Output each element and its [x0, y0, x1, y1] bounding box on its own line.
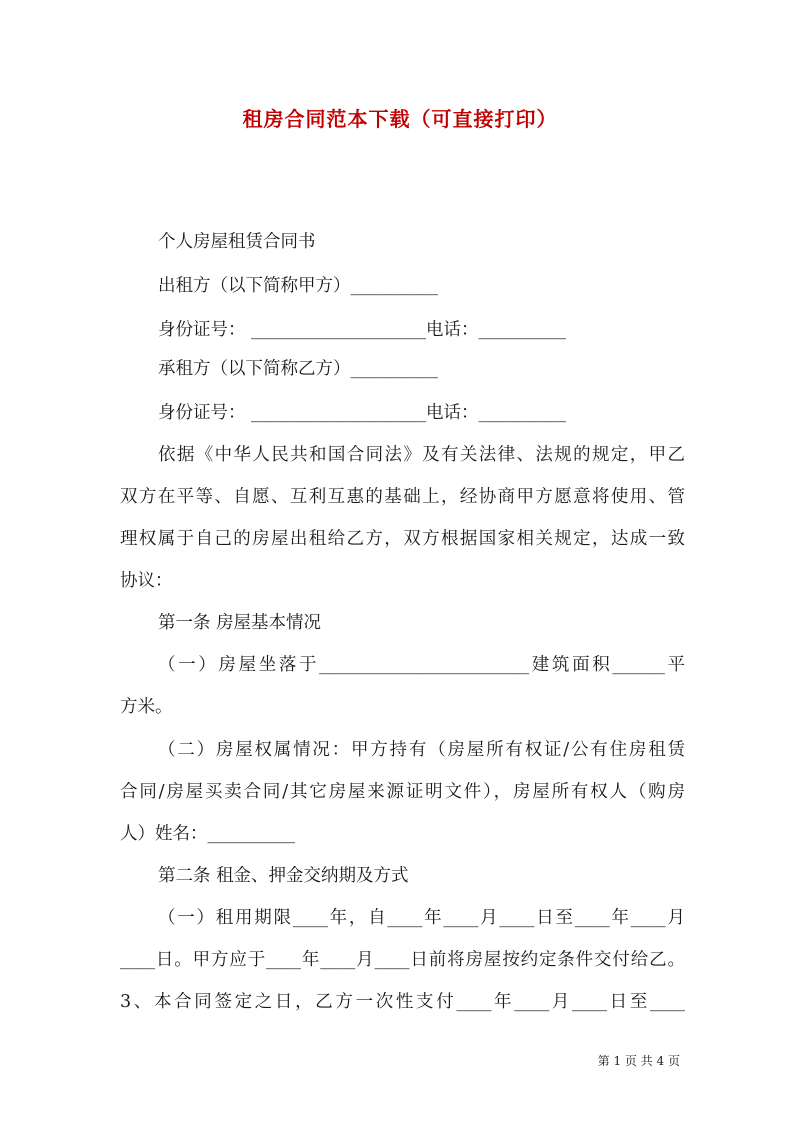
paragraph-line: （一）租用期限____年，自____年____月____日至____年____月	[158, 908, 685, 928]
lessee-id-line: 身份证号： ____________________电话：__________	[158, 403, 567, 423]
paragraph-line: （一）房屋坐落于________________________建筑面积______平	[158, 655, 685, 675]
paragraph-line: ____日。甲方应于____年____月____日前将房屋按约定条件交付给乙。	[120, 950, 685, 970]
paragraph-line: 协议：	[120, 571, 173, 591]
article-heading: 第一条 房屋基本情况	[158, 613, 322, 633]
paragraph-line: （二）房屋权属情况：甲方持有（房屋所有权证/公有住房租赁	[158, 740, 685, 760]
contract-heading: 个人房屋租赁合同书	[158, 232, 316, 252]
lessor-line: 出租方（以下简称甲方）__________	[158, 276, 438, 296]
document-title: 租房合同范本下载（可直接打印）	[242, 107, 558, 131]
paragraph-line: 3、本合同签定之日，乙方一次性支付____年____月____日至____	[120, 992, 685, 1012]
paragraph-line: 合同/房屋买卖合同/其它房屋来源证明文件），房屋所有权人（购房	[120, 782, 685, 802]
lessor-id-line: 身份证号： ____________________电话：__________	[158, 320, 567, 340]
paragraph-line: 人）姓名：__________	[120, 824, 295, 844]
paragraph-line: 双方在平等、自愿、互利互惠的基础上，经协商甲方愿意将使用、管	[120, 487, 685, 507]
paragraph-line: 方米。	[120, 697, 173, 717]
page-number-footer: 第 1 页 共 4 页	[597, 1054, 680, 1068]
lessee-line: 承租方（以下简称乙方）__________	[158, 359, 438, 379]
paragraph-line: 理权属于自己的房屋出租给乙方，双方根据国家相关规定，达成一致	[120, 529, 685, 549]
paragraph-line: 依据《中华人民共和国合同法》及有关法律、法规的规定，甲乙	[158, 445, 685, 465]
article-heading: 第二条 租金、押金交纳期及方式	[158, 866, 409, 886]
